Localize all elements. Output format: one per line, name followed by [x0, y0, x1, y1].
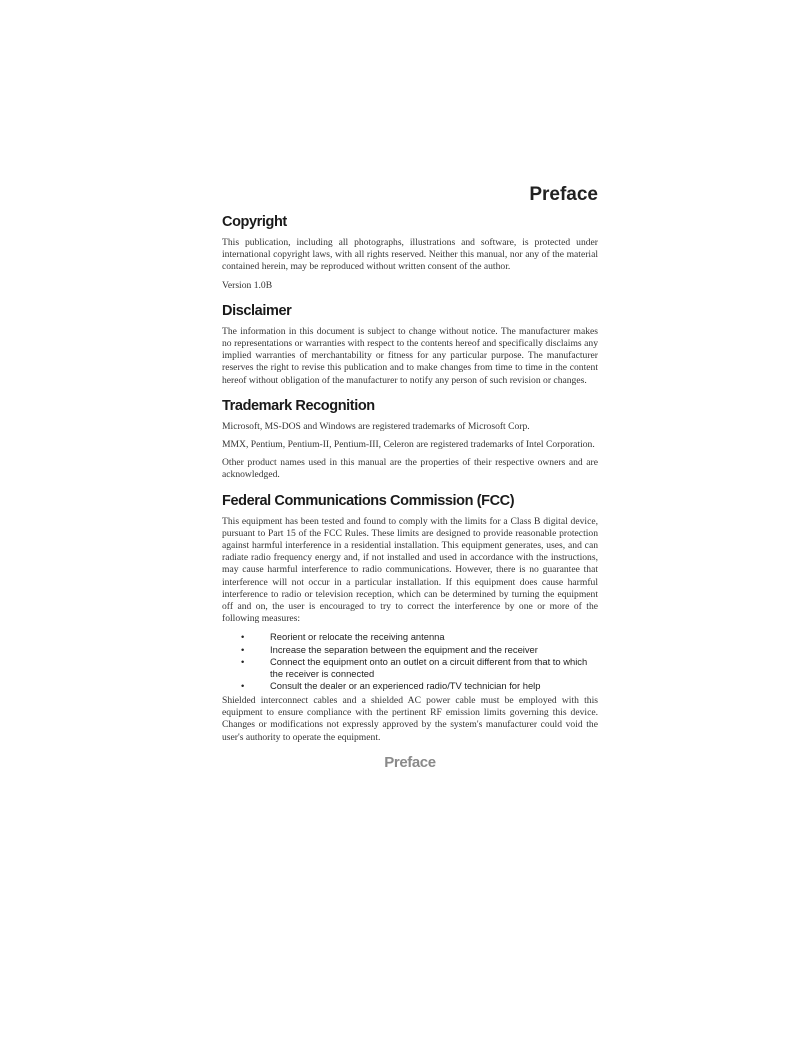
list-item-text: Reorient or relocate the receiving antenna — [270, 631, 445, 643]
copyright-section — [222, 213, 598, 292]
version-text: Version 1.0B — [222, 279, 273, 291]
list-item — [222, 680, 598, 692]
disclaimer-paragraph: The information in this document is subject to change without notice. The manufacturer makes no representations or warranties with respect to the contents hereof and specifically disclaims any implied warranties of merchantability or fitness for any particular purpose. The manufacturer reserves the right to revise this publication and to make changes from time to time in the content hereof without obligation of the manufacturer to notify any person of such revision or changes. — [222, 325, 598, 386]
trademark-intel: MMX, Pentium, Pentium-II, Pentium-III, Celeron are registered trademarks of Intel Corporation. — [222, 439, 595, 451]
bullet-icon: • — [241, 656, 245, 668]
trademark-microsoft: Microsoft, MS-DOS and Windows are registered trademarks of Microsoft Corp. — [222, 420, 530, 432]
disclaimer-section — [222, 302, 598, 387]
fcc-measures-list — [222, 631, 598, 692]
list-item — [222, 644, 598, 656]
list-item — [222, 631, 598, 643]
fcc-closing-paragraph: Shielded interconnect cables and a shielded AC power cable must be employed with this equipment to ensure compliance with the pertinent RF emission limits governing this device. Changes or modifications not expressly approved by the system's manufacturer could void the user's authority to operate the equipment. — [222, 694, 598, 743]
list-item-text: Connect the equipment onto an outlet on a circuit different from that to which the receiver is connected — [270, 656, 588, 679]
page-title: Preface — [529, 184, 598, 205]
document-page — [222, 184, 598, 771]
copyright-paragraph: This publication, including all photographs, illustrations and software, is protected under international copyright laws, with all rights reserved. Neither this manual, nor any of the material contained herein, may be reproduced without written consent of the author. — [222, 237, 598, 273]
list-item-text: Consult the dealer or an experienced radio/TV technician for help — [270, 680, 541, 692]
copyright-heading: Copyright — [222, 214, 287, 230]
trademark-heading: Trademark Recognition — [222, 397, 375, 414]
fcc-paragraph: This equipment has been tested and found to comply with the limits for a Class B digital device, pursuant to Part 15 of the FCC Rules. These limits are designed to provide reasonable protection against harmful interference in a residential installation. This equipment generates, uses, and can radiate radio frequency energy and, if not installed and used in accordance with the instructions, may cause harmful interference to radio communications. However, there is no guarantee that interference will not occur in a particular installation. If this equipment does cause harmful interference to radio or television reception, which can be determined by turning the equipment off and on, the user is encouraged to try to correct the interference by one or more of the following measures: — [222, 515, 598, 625]
list-item-text: Increase the separation between the equipment and the receiver — [270, 643, 538, 655]
fcc-heading: Federal Communications Commission (FCC) — [222, 492, 515, 509]
trademark-others: Other product names used in this manual are the properties of their respective owners and are acknowledged. — [222, 457, 598, 481]
fcc-section — [222, 492, 598, 744]
bullet-icon: • — [241, 631, 245, 643]
bullet-icon: • — [241, 643, 245, 655]
list-item — [222, 656, 598, 679]
page-footer: Preface — [384, 753, 436, 771]
bullet-icon: • — [241, 680, 245, 692]
trademark-section — [222, 397, 598, 482]
disclaimer-heading: Disclaimer — [222, 302, 292, 319]
